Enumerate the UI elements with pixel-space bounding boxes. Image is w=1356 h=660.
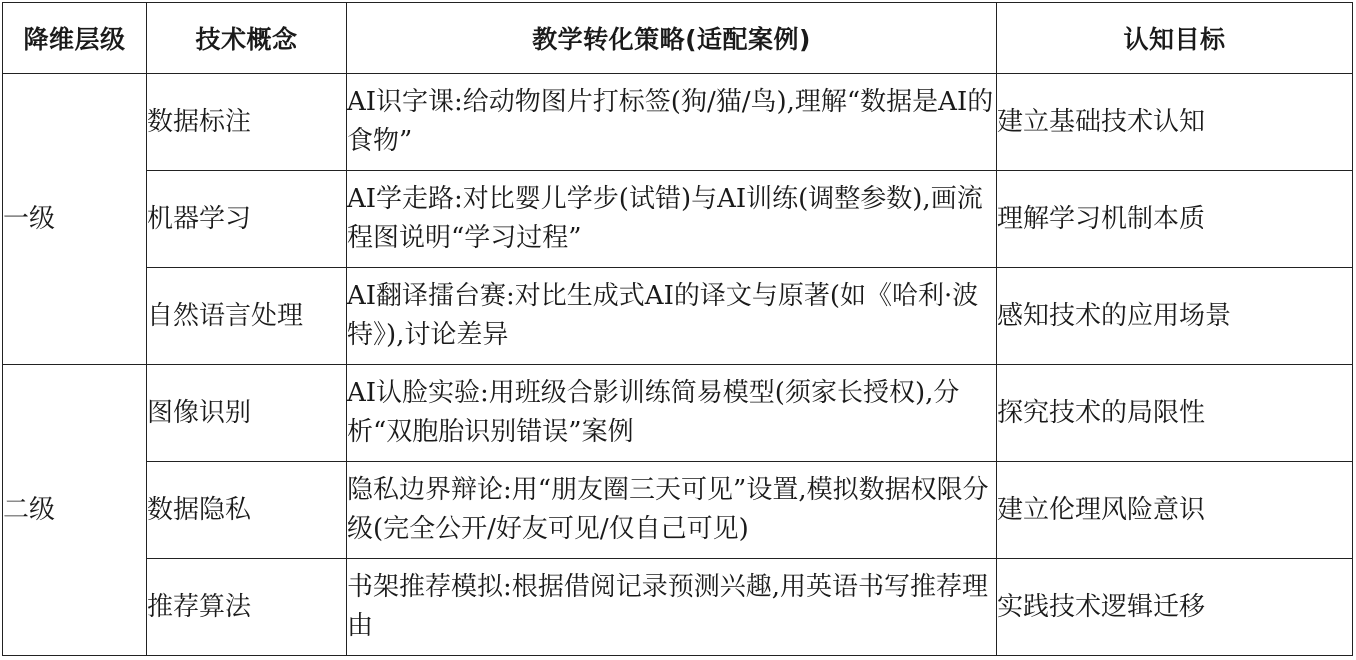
strategy-table: [2, 2, 1353, 656]
table-row: [3, 559, 1353, 656]
concept-cell: 数据隐私: [147, 462, 347, 559]
goal-cell: 实践技术逻辑迁移: [997, 559, 1353, 656]
table-row: [3, 268, 1353, 365]
goal-cell: 感知技术的应用场景: [997, 268, 1353, 365]
header-row: [3, 3, 1353, 74]
table-row: [3, 171, 1353, 268]
concept-cell: 数据标注: [147, 74, 347, 171]
goal-cell: 探究技术的局限性: [997, 365, 1353, 462]
level-cell: 二级: [3, 365, 147, 656]
concept-cell: 图像识别: [147, 365, 347, 462]
concept-cell: 机器学习: [147, 171, 347, 268]
strategy-cell: AI识字课:给动物图片打标签(狗/猫/鸟),理解“数据是AI的食物”: [347, 74, 997, 171]
header-goal: 认知目标: [997, 3, 1353, 74]
strategy-cell: AI学走路:对比婴儿学步(试错)与AI训练(调整参数),画流程图说明“学习过程”: [347, 171, 997, 268]
goal-cell: 建立伦理风险意识: [997, 462, 1353, 559]
strategy-cell: AI认脸实验:用班级合影训练简易模型(须家长授权),分析“双胞胎识别错误”案例: [347, 365, 997, 462]
level-cell: 一级: [3, 74, 147, 365]
header-strategy: 教学转化策略(适配案例): [347, 3, 997, 74]
concept-cell: 自然语言处理: [147, 268, 347, 365]
concept-cell: 推荐算法: [147, 559, 347, 656]
strategy-cell: AI翻译擂台赛:对比生成式AI的译文与原著(如《哈利·波特》),讨论差异: [347, 268, 997, 365]
goal-cell: 建立基础技术认知: [997, 74, 1353, 171]
strategy-cell: 隐私边界辩论:用“朋友圈三天可见”设置,模拟数据权限分级(完全公开/好友可见/仅自己可见): [347, 462, 997, 559]
strategy-cell: 书架推荐模拟:根据借阅记录预测兴趣,用英语书写推荐理由: [347, 559, 997, 656]
goal-cell: 理解学习机制本质: [997, 171, 1353, 268]
table-row: [3, 365, 1353, 462]
table-row: [3, 462, 1353, 559]
header-level: 降维层级: [3, 3, 147, 74]
table-row: [3, 74, 1353, 171]
header-concept: 技术概念: [147, 3, 347, 74]
